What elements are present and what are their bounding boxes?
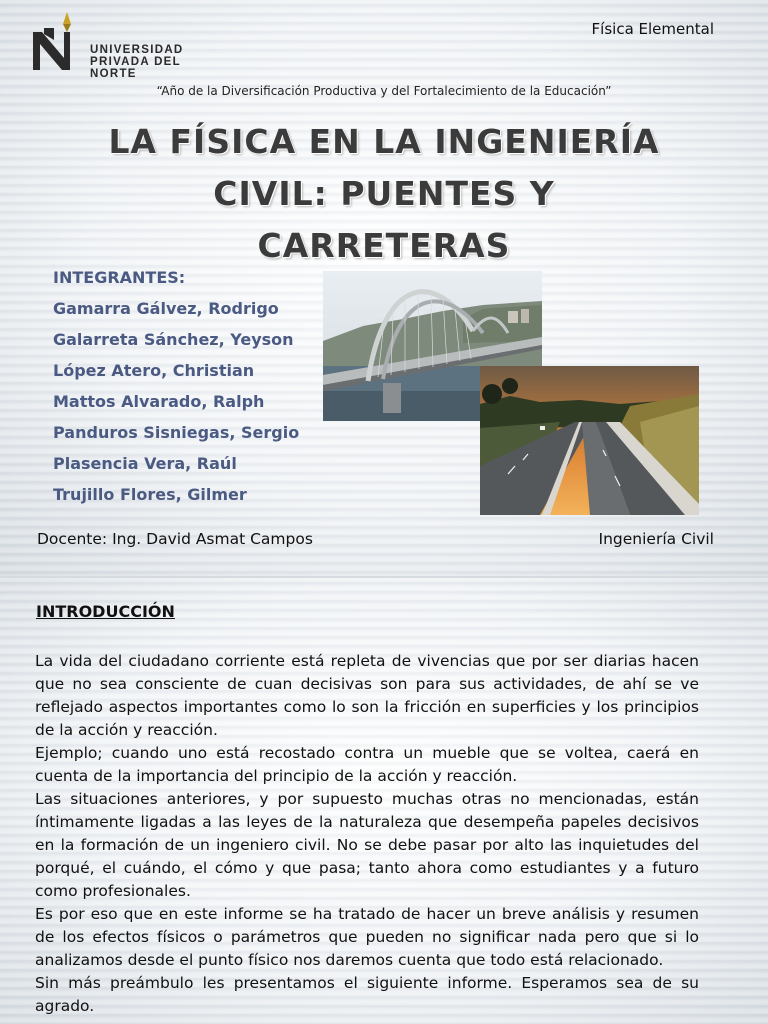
title-line-1: LA FÍSICA EN LA INGENIERÍA <box>108 122 660 161</box>
logo-line-2: PRIVADA DEL NORTE <box>90 56 181 80</box>
highway-photo <box>480 366 699 515</box>
motto: “Año de la Diversificación Productiva y del Fortalecimiento de la Educación” <box>156 84 612 98</box>
title-line-3: CARRETERAS <box>257 226 511 265</box>
member-item: Plasencia Vera, Raúl <box>53 454 237 473</box>
paragraph: Las situaciones anteriores, y por supuesto muchas otras no mencionadas, están íntimamente ligadas a las leyes de la naturaleza que desempeña papeles decisivos en la formación de un ingeniero civil. No se debe pasar por alto las inquietudes del porqué, el cuándo, el cómo y que pasa; tanto ahora como estudiantes y a futuro como profesionales. <box>35 790 699 900</box>
member-item: Trujillo Flores, Gilmer <box>53 485 247 504</box>
title-line-2: CIVIL: PUENTES Y <box>213 174 555 213</box>
page-title <box>60 116 708 272</box>
paragraph: Ejemplo; cuando uno está recostado contra un mueble que se voltea, caerá en cuenta de la importancia del principio de la acción y reacción. <box>35 744 699 785</box>
member-item: Gamarra Gálvez, Rodrigo <box>53 299 279 318</box>
section-heading: INTRODUCCIÓN <box>36 602 175 621</box>
member-item: Mattos Alvarado, Ralph <box>53 392 265 411</box>
teacher-label: Docente: Ing. David Asmat Campos <box>37 530 313 548</box>
introduction-slide <box>0 578 768 1024</box>
paragraph: Sin más preámbulo les presentamos el siguiente informe. Esperamos sea de su agrado. <box>35 974 699 1015</box>
university-logo <box>30 10 230 80</box>
paragraph: La vida del ciudadano corriente está repleta de vivencias que por ser diarias hacen que no sea consciente de cuan decisivas son para sus actividades, de ahí se ve reflejado aspectos importantes como lo son la fricción en superficies y los principios de la acción y reacción. <box>35 652 699 739</box>
paragraph: Es por eso que en este informe se ha tratado de hacer un breve análisis y resumen de los efectos físicos o parámetros que pueden no significar nada pero que si lo analizamos desde el punto físico nos daremos cuenta que todo está relacionado. <box>35 905 699 969</box>
introduction-body <box>35 650 699 1018</box>
members-list <box>53 296 299 513</box>
members-label: INTEGRANTES: <box>53 268 186 287</box>
upn-logo-icon <box>30 10 82 74</box>
logo-text <box>90 44 230 80</box>
member-item: López Atero, Christian <box>53 361 255 380</box>
course-name: Física Elemental <box>591 20 714 38</box>
career-label: Ingeniería Civil <box>598 530 714 548</box>
member-item: Galarreta Sánchez, Yeyson <box>53 330 294 349</box>
member-item: Panduros Sisniegas, Sergio <box>53 423 300 442</box>
logo-line-1: UNIVERSIDAD <box>90 44 184 56</box>
